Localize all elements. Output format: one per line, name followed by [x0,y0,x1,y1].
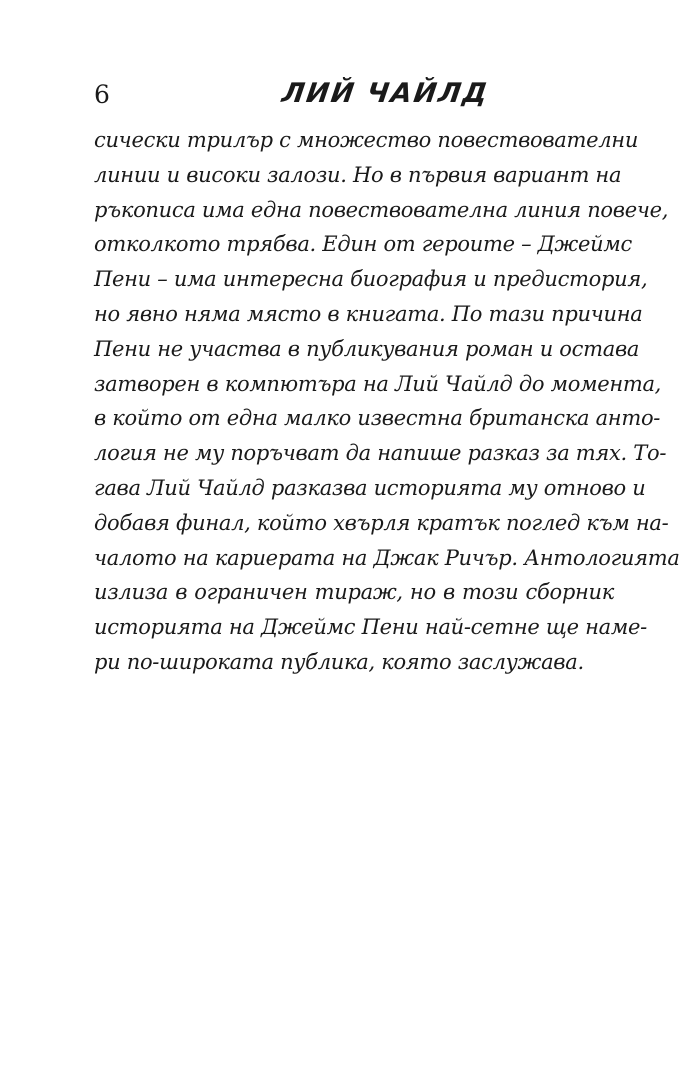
text-line: Пени – има интересна биография и предистория, [94,267,648,292]
text-line: логия не му поръчват да напише разказ за тях. То- [94,441,667,466]
text-line: Пени не участва в публикувания роман и остава [94,336,640,361]
text-line: линии и високи залози. Но в първия вариант на [94,162,622,187]
page-number: 6 [94,80,110,109]
text-line-last: ри по-широката публика, която заслужава. [94,649,584,674]
text-line: гава Лий Чайлд разказва историята му отново и [94,475,646,500]
text-line: чалото на кариерата на Джак Ричър. Антологията [94,545,680,570]
body-text [94,123,680,680]
text-line: добавя финал, който хвърля кратък поглед към на- [94,510,669,535]
text-line: сически трилър с множество повествователни [94,128,639,152]
text-line: отколкото трябва. Един от героите – Джеймс [94,232,632,257]
text-line: ръкописа има една повествователна линия повече, [94,197,669,222]
text-line: излиза в ограничен тираж, но в този сборник [94,580,614,605]
running-head: ЛИЙ ЧАЙЛД [279,78,492,109]
text-line: историята на Джеймс Пени най-сетне ще наме- [94,615,647,640]
text-line: но явно няма място в книгата. По тази причина [94,301,643,326]
text-line: затворен в компютъра на Лий Чайлд до момента, [94,371,662,396]
text-line: в който от една малко известна британска анто- [94,406,661,431]
